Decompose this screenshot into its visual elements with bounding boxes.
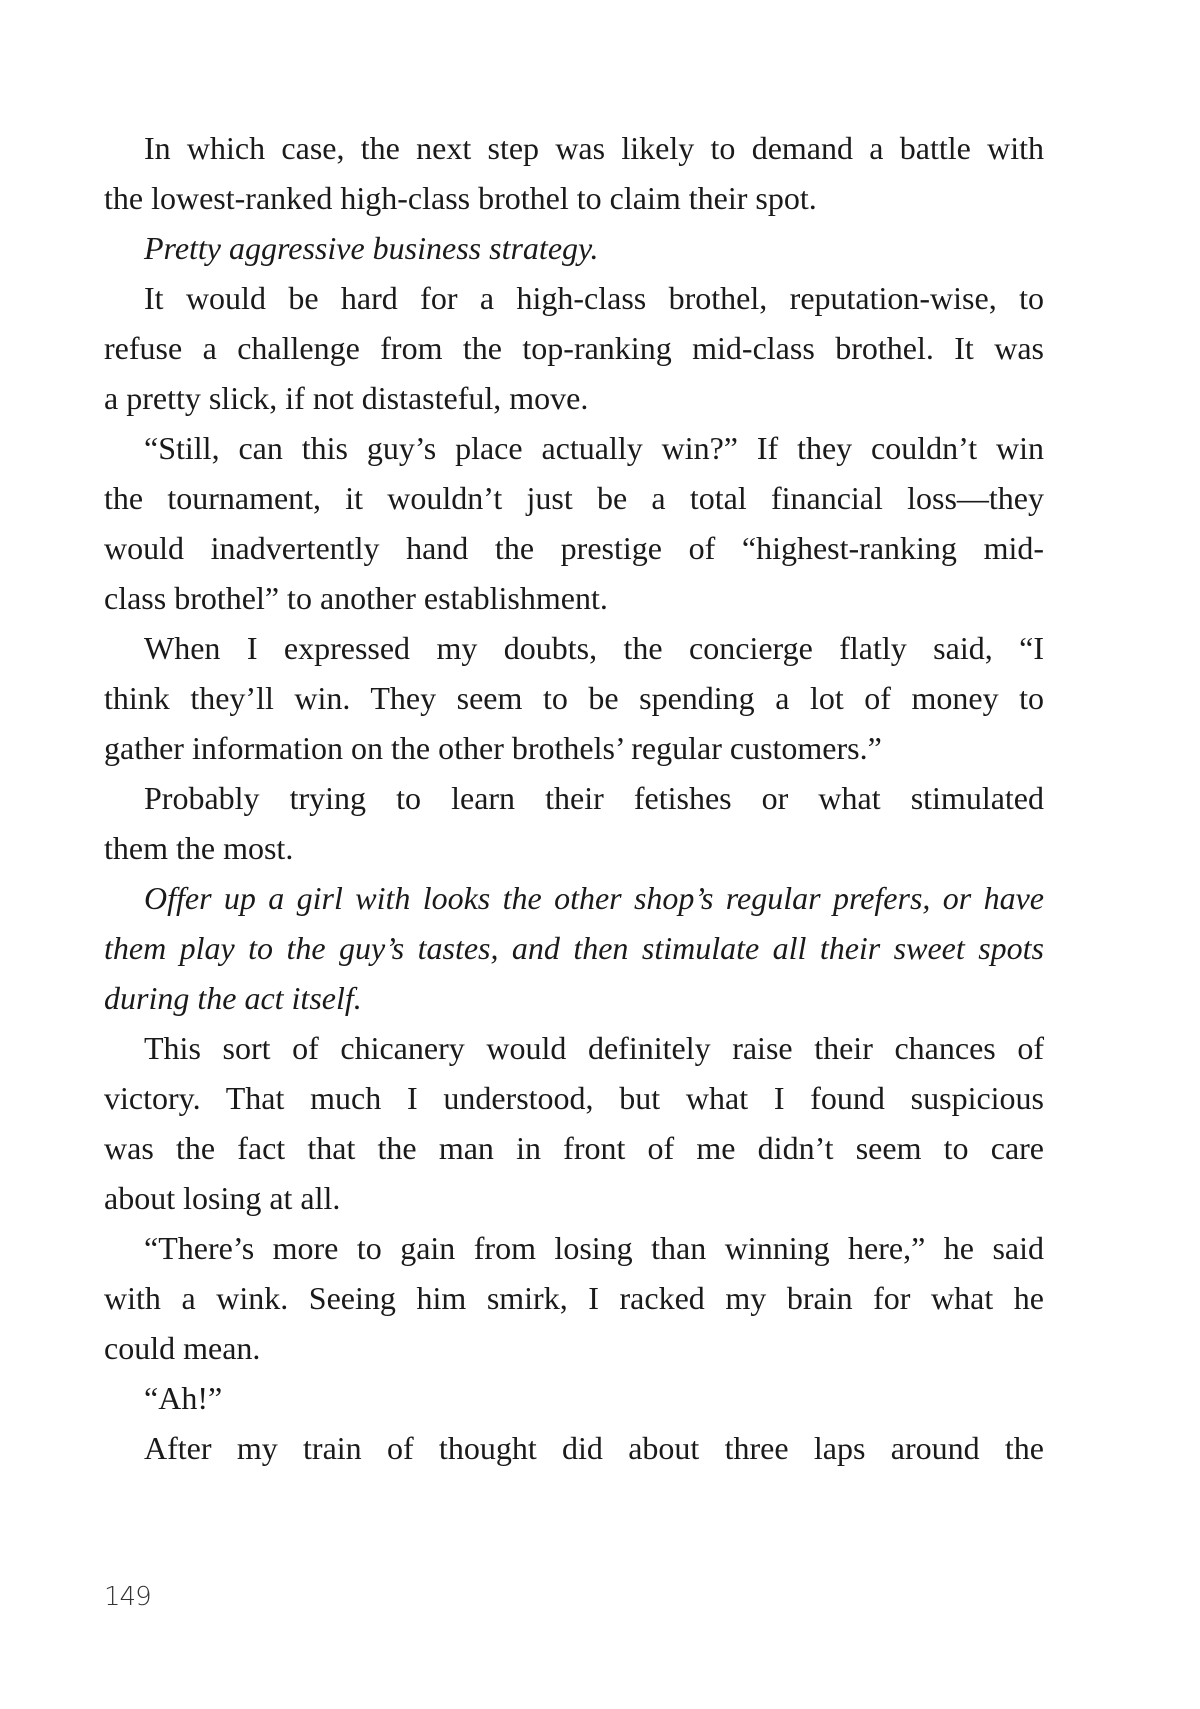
body-text-line: could mean. [104,1330,261,1366]
body-text-line: “Still, can this guy’s place actually win?” If they couldn’t win [144,430,1044,466]
body-text-line: Probably trying to learn their fetishes or what stimulated [144,780,1044,816]
body-text-line: the tournament, it wouldn’t just be a total financial loss—they [104,480,1044,516]
body-text-line: the lowest-ranked high-class brothel to claim their spot. [104,180,817,216]
body-text-line-italic: Pretty aggressive business strategy. [144,230,599,266]
body-text-line: This sort of chicanery would definitely raise their chances of [144,1030,1044,1066]
body-text-line-italic: them play to the guy’s tastes, and then stimulate all their sweet spots [104,930,1044,966]
body-text-line: them the most. [104,830,294,866]
body-text-line: class brothel” to another establishment. [104,580,608,616]
body-text-line: would inadvertently hand the prestige of “highest-ranking mid- [104,530,1044,566]
page-number: 149 [104,1582,151,1612]
body-text-line: In which case, the next step was likely to demand a battle with [144,130,1044,166]
body-text-line: After my train of thought did about three laps around the [144,1430,1044,1466]
body-text-line: It would be hard for a high-class brothel, reputation-wise, to [144,280,1044,316]
body-text-line: “Ah!” [144,1380,223,1416]
body-text-line: refuse a challenge from the top-ranking mid-class brothel. It was [104,330,1044,366]
body-text-line-italic: Offer up a girl with looks the other shop’s regular prefers, or have [144,880,1044,916]
body-text-line: with a wink. Seeing him smirk, I racked my brain for what he [104,1280,1044,1316]
body-text-line: gather information on the other brothels’ regular customers.” [104,730,882,766]
body-text-line-italic: during the act itself. [104,980,362,1016]
body-text-line: a pretty slick, if not distasteful, move. [104,380,589,416]
body-text-line: about losing at all. [104,1180,341,1216]
body-text-line: think they’ll win. They seem to be spending a lot of money to [104,680,1044,716]
body-text-line: “There’s more to gain from losing than winning here,” he said [144,1230,1044,1266]
body-text-line: victory. That much I understood, but what I found suspicious [104,1080,1044,1116]
body-text-line: When I expressed my doubts, the concierge flatly said, “I [144,630,1044,666]
body-text-line: was the fact that the man in front of me didn’t seem to care [104,1130,1044,1166]
